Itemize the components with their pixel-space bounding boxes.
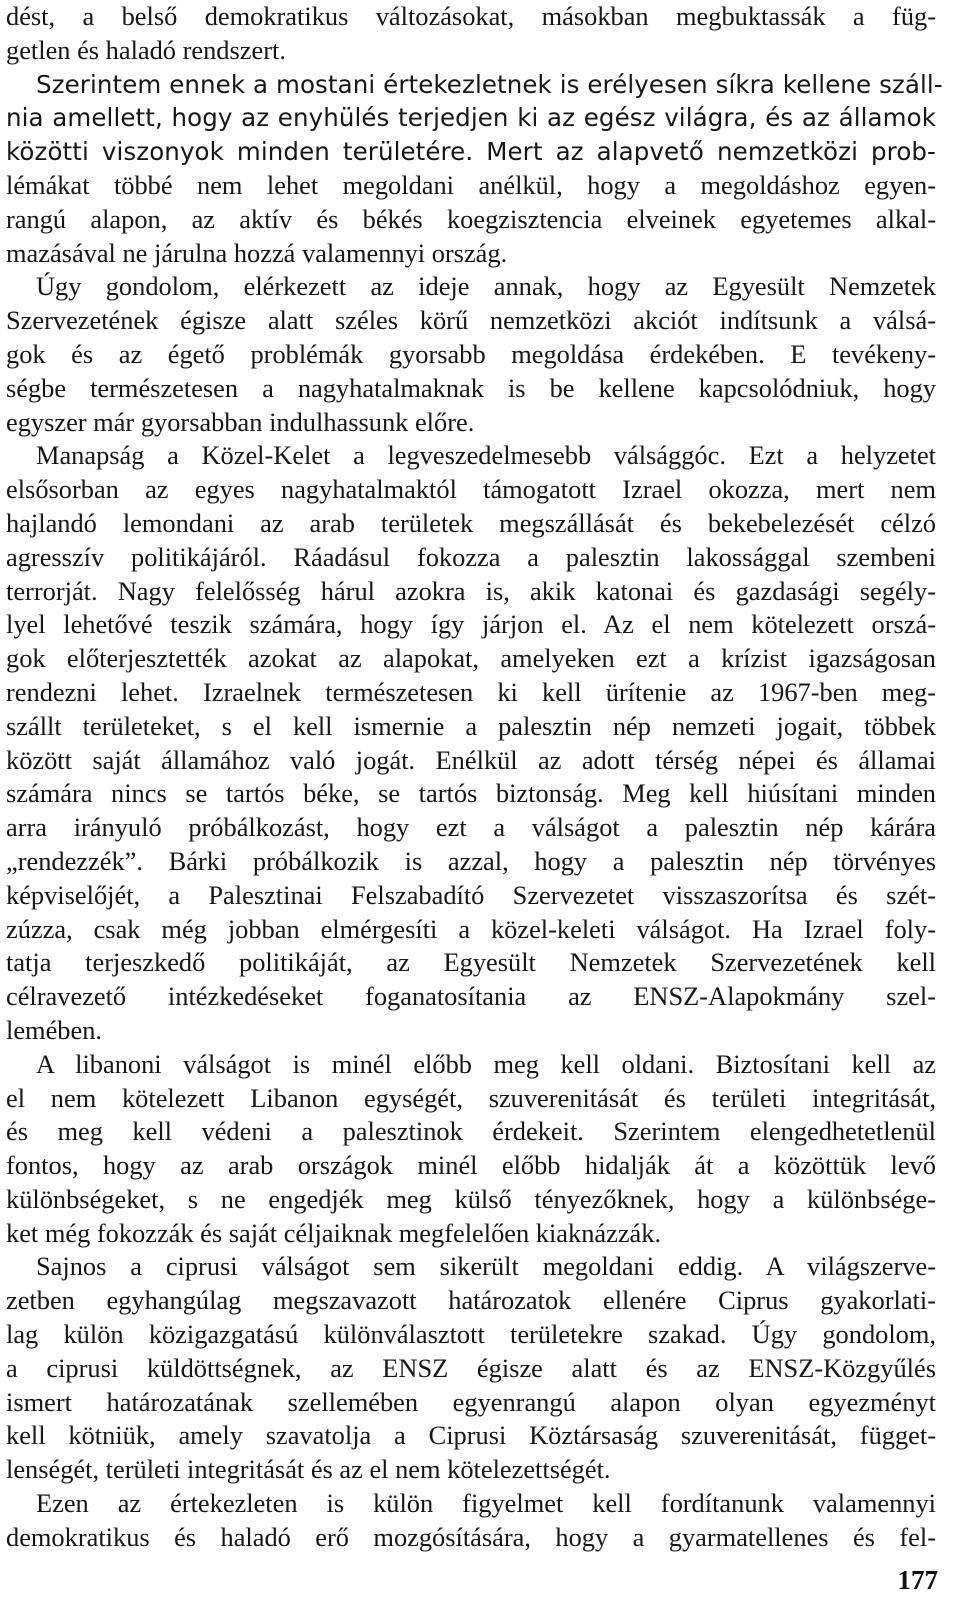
text-line-1: dést, a belső demokratikus változásokat, másokban megbuktassák a füg-	[6, 1, 936, 31]
text-line-28: zúzza, csak még jobban elmérgesíti a közel-keleti válságot. Ha Izrael foly-	[6, 913, 936, 944]
text-line-46: demokratikus és haladó erő mozgósítására, hogy a gyarmatellenes és fel-	[6, 1521, 936, 1552]
text-line-8: mazásával ne járulna hozzá valamennyi ország.	[6, 237, 508, 268]
page-number: 177	[897, 1565, 938, 1595]
text-line-6: lémákat többé nem lehet megoldani anélkül, hogy a megoldáshoz egyen-	[6, 169, 936, 200]
text-line-15: elsősorban az egyes nagyhatalmaktól támogatott Izrael okozza, mert nem	[6, 474, 936, 505]
text-line-14: Manapság a Közel-Kelet a legveszedelmesebb válsággóc. Ezt a helyzetet	[36, 440, 936, 471]
text-line-30: célravezető intézkedéseket foganatosítania az ENSZ-Alapokmány szel-	[6, 981, 936, 1012]
text-line-44: lenségét, területi integritását és az el nem kötelezettségét.	[6, 1454, 611, 1485]
text-line-26: „rendezzék”. Bárki próbálkozik is azzal, hogy a palesztin nép törvényes	[6, 845, 936, 876]
text-line-40: lag külön közigazgatású különválasztott területekre szakad. Úgy gondolom,	[6, 1319, 936, 1350]
text-line-21: rendezni lehet. Izraelnek természetesen ki kell ürítenie az 1967-ben meg-	[6, 676, 936, 707]
text-line-38: Sajnos a ciprusi válságot sem sikerült megoldani eddig. A világszerve-	[36, 1251, 936, 1282]
text-line-2: getlen és haladó rendszert.	[6, 34, 286, 65]
text-line-31: lemében.	[6, 1014, 102, 1045]
text-line-10: Szervezetének égisze alatt széles körű nemzetközi akciót indítsunk a válsá-	[6, 305, 936, 336]
text-line-29: tatja terjeszkedő politikáját, az Egyesült Nemzetek Szervezetének kell	[6, 947, 936, 978]
text-line-24: számára nincs se tartós béke, se tartós biztonság. Meg kell hiúsítani minden	[6, 778, 936, 809]
text-line-42: ismert határozatának szellemében egyenrangú alapon olyan egyezményt	[6, 1386, 936, 1417]
text-line-37: ket még fokozzák és saját céljaiknak megfelelően kiaknázzák.	[6, 1217, 662, 1248]
text-line-32: A libanoni válságot is minél előbb meg kell oldani. Biztosítani kell az	[36, 1048, 936, 1079]
text-line-7: rangú alapon, az aktív és békés koegzisztencia elveinek egyetemes alkal-	[6, 203, 936, 234]
text-line-20: gok előterjesztették azokat az alapokat, amelyeken ezt a krízist igazságosan	[6, 643, 936, 674]
text-line-3: Szerintem ennek a mostani értekezletnek is erélyesen síkra kellene száll-	[36, 69, 943, 99]
text-line-4: nia amellett, hogy az enyhülés terjedjen ki az egész világra, és az államok	[6, 103, 936, 133]
text-line-11: gok és az égető problémák gyorsabb megoldása érdekében. E tevékeny-	[6, 338, 936, 369]
document-body	[6, 0, 943, 1555]
text-line-45: Ezen az értekezleten is külön figyelmet kell fordítanunk valamennyi	[36, 1488, 936, 1519]
text-line-19: lyel lehetővé teszik számára, hogy így járjon el. Az el nem kötelezett orszá-	[6, 609, 936, 640]
text-line-25: arra irányuló próbálkozást, hogy ezt a válságot a palesztin nép kárára	[6, 812, 936, 843]
text-line-22: szállt területeket, s el kell ismernie a palesztin nép nemzeti jogait, többek	[6, 710, 936, 741]
text-line-33: el nem kötelezett Libanon egységét, szuverenitását és területi integritását,	[6, 1082, 936, 1113]
text-line-5: közötti viszonyok minden területére. Mert az alapvető nemzetközi prob-	[6, 137, 936, 167]
text-line-39: zetben egyhangúlag megszavazott határozatok ellenére Ciprus gyakorlati-	[6, 1285, 936, 1316]
text-line-18: terrorját. Nagy felelősség hárul azokra is, akik katonai és gazdasági segély-	[6, 575, 936, 606]
text-line-27: képviselőjét, a Palesztinai Felszabadító Szervezetet visszaszorítsa és szét-	[6, 879, 936, 910]
text-line-36: különbségeket, s ne engedjék meg külső tényezőknek, hogy a különbsége-	[6, 1183, 936, 1214]
text-line-34: és meg kell védeni a palesztinok érdekeit. Szerintem elengedhetetlenül	[6, 1116, 936, 1147]
text-line-17: agresszív politikájáról. Ráadásul fokozza a palesztin lakossággal szembeni	[6, 541, 936, 572]
text-line-9: Úgy gondolom, elérkezett az ideje annak, hogy az Egyesült Nemzetek	[36, 271, 936, 302]
text-line-13: egyszer már gyorsabban indulhassunk előre.	[6, 406, 475, 437]
text-line-43: kell kötniük, amely szavatolja a Ciprusi Köztársaság szuverenitását, függet-	[6, 1420, 936, 1451]
text-line-16: hajlandó lemondani az arab területek megszállását és bekebelezését célzó	[6, 507, 936, 538]
text-line-35: fontos, hogy az arab országok minél előbb hidalják át a közöttük levő	[6, 1150, 936, 1181]
text-line-12: ségbe természetesen a nagyhatalmaknak is be kellene kapcsolódniuk, hogy	[6, 372, 936, 403]
text-line-23: között saját államához való jogát. Enélkül az adott térség népei és államai	[6, 744, 936, 775]
text-line-41: a ciprusi küldöttségnek, az ENSZ égisze alatt és az ENSZ-Közgyűlés	[6, 1352, 936, 1383]
